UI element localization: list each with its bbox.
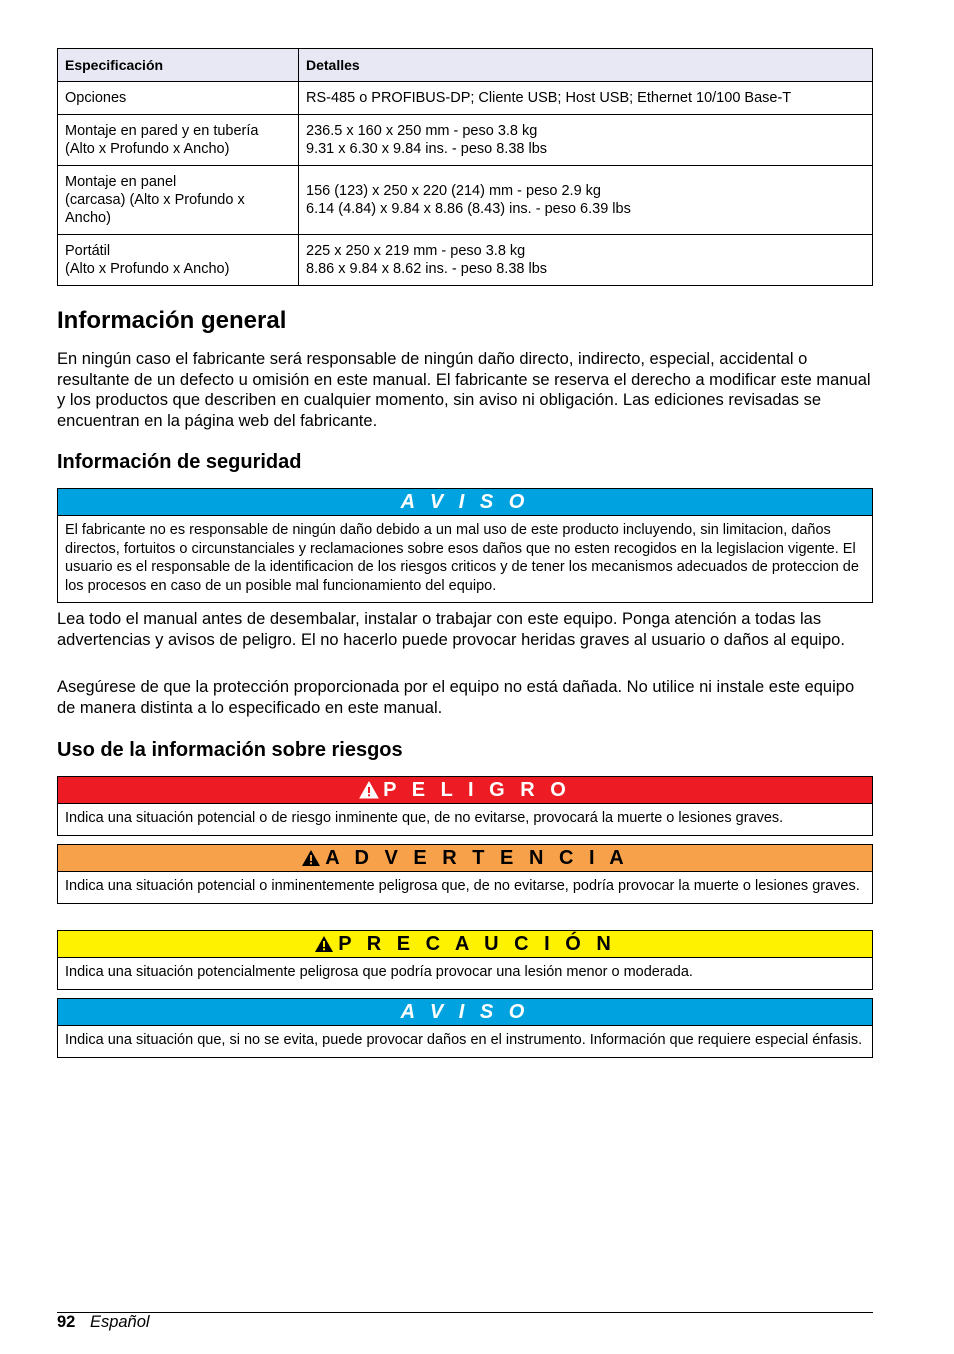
caution-box (57, 930, 873, 990)
spec-cell: Montaje en pared y en tubería (Alto x Profundo x Ancho) (58, 115, 299, 166)
column-header-specification: Especificación (58, 49, 299, 82)
page-number: 92 (57, 1313, 76, 1331)
caution-header: P R E C A U C I Ó N (58, 931, 872, 958)
table-row (58, 235, 873, 286)
danger-box (57, 776, 873, 836)
details-cell: 236.5 x 160 x 250 mm - peso 3.8 kg 9.31 x 6.30 x 9.84 ins. - peso 8.38 lbs (299, 115, 873, 166)
danger-text: Indica una situación potencial o de riesgo inminente que, de no evitarse, provocará la muerte o lesiones graves. (65, 810, 784, 826)
spec-cell: Opciones (58, 82, 299, 115)
notice-header: A V I S O (58, 489, 872, 516)
spec-cell: Montaje en panel (carcasa) (Alto x Profundo x Ancho) (58, 166, 299, 235)
details-cell: RS-485 o PROFIBUS-DP; Cliente USB; Host USB; Ethernet 10/100 Base-T (299, 82, 873, 115)
warning-triangle-icon (301, 849, 321, 867)
notice-box-safety (57, 488, 873, 603)
warning-text: Indica una situación potencial o inminentemente peligrosa que, de no evitarse, podría provocar la muerte o lesiones graves. (65, 878, 860, 894)
section-title-general: Información general (57, 307, 287, 334)
general-paragraph: En ningún caso el fabricante será responsable de ningún daño directo, indirecto, especial, accidental o resultante de un defecto u omisión en este manual. El fabricante se reserva el derecho a modificar este manual y los productos que describen en cualquier momento, sin aviso ni obligación. Las ediciones revisadas se encuentran en la página web del fabricante. (57, 350, 871, 430)
warning-triangle-icon (359, 781, 379, 799)
safety-paragraph-1: Lea todo el manual antes de desembalar, instalar o trabajar con este equipo. Ponga atención a todas las advertencias y avisos de peligro. El no hacerlo puede provocar heridas graves al usuario o daños al equipo. (57, 610, 845, 649)
table-row (58, 166, 873, 235)
warning-header: A D V E R T E N C I A (58, 845, 872, 872)
page-content (57, 48, 873, 1048)
details-cell: 225 x 250 x 219 mm - peso 3.8 kg 8.86 x 9.84 x 8.62 ins. - peso 8.38 lbs (299, 235, 873, 286)
caution-text: Indica una situación potencialmente peligrosa que podría provocar una lesión menor o moderada. (65, 964, 693, 980)
page-footer (57, 1313, 150, 1332)
notice-text: Indica una situación que, si no se evita, puede provocar daños en el instrumento. Información que requiere especial énfasis. (65, 1032, 863, 1048)
details-cell: 156 (123) x 250 x 220 (214) mm - peso 2.9 kg 6.14 (4.84) x 9.84 x 8.86 (8.43) ins. - peso 6.39 lbs (299, 166, 873, 235)
column-header-details: Detalles (299, 49, 873, 82)
table-row (58, 115, 873, 166)
warning-box (57, 844, 873, 904)
spec-cell: Portátil (Alto x Profundo x Ancho) (58, 235, 299, 286)
notice-text: El fabricante no es responsable de ningún daño debido a un mal uso de este producto incluyendo, sin limitacion, daños directos, fortuitos o circunstanciales y reclamaciones sobre esos daños que no esten recogidos en la legislacion vigente. El usuario es el responsable de la identificacion de los riesgos criticos y de tener los mecanismos adecuados de proteccion de los procesos en caso de un posible mal funcionamiento del equipo. (65, 522, 859, 594)
table-row (58, 82, 873, 115)
notice-box-risk (57, 998, 873, 1058)
section-title-risk: Uso de la información sobre riesgos (57, 739, 403, 761)
warning-triangle-icon (314, 935, 334, 953)
specifications-table (57, 48, 873, 286)
section-title-safety: Información de seguridad (57, 451, 302, 473)
footer-divider (57, 1312, 873, 1313)
safety-paragraph-2: Asegúrese de que la protección proporcionada por el equipo no está dañada. No utilice ni instale este equipo de manera distinta a lo especificado en este manual. (57, 678, 855, 717)
table-header-row (58, 49, 873, 82)
footer-language: Español (89, 1313, 150, 1331)
notice-header: A V I S O (58, 999, 872, 1026)
danger-header: P E L I G R O (58, 777, 872, 804)
